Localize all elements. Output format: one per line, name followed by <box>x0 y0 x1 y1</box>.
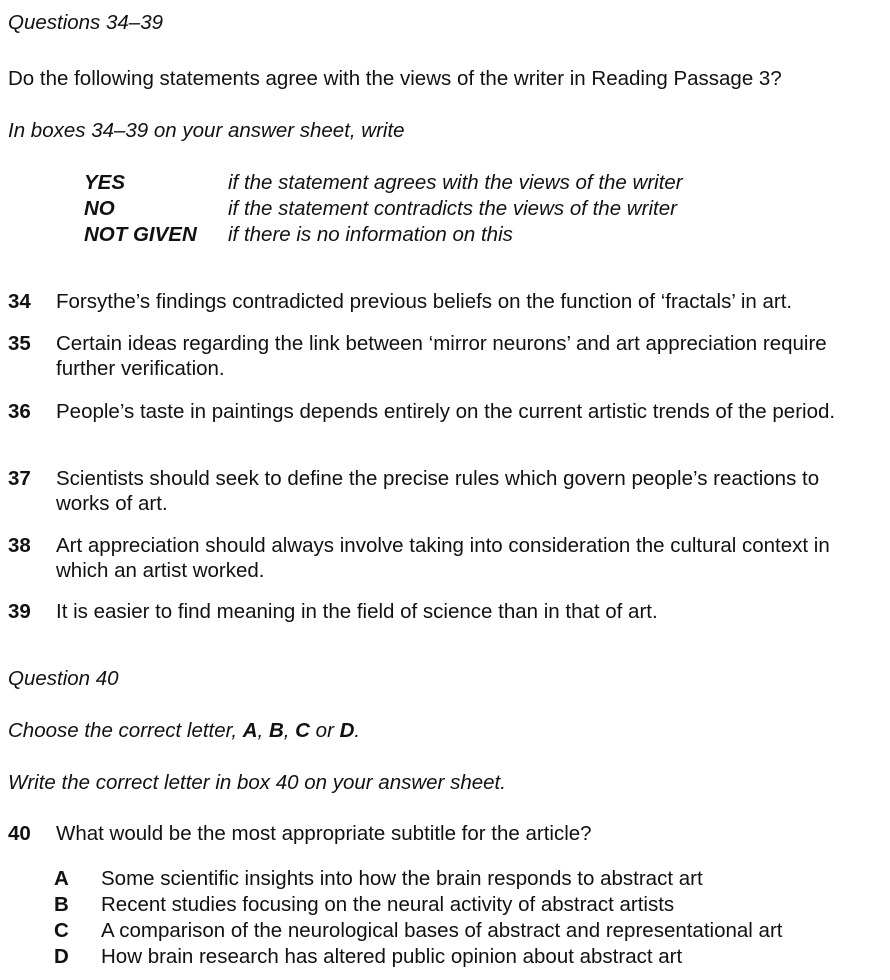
choose-letter-instruction <box>8 718 360 743</box>
section-heading-34-39: Questions 34–39 <box>8 11 164 34</box>
question-number: 34 <box>8 290 31 313</box>
option-b <box>54 892 674 917</box>
question-40 <box>8 821 878 846</box>
question-number: 39 <box>8 600 31 623</box>
option-text: A comparison of the neurological bases of abstract and representational art <box>101 919 783 942</box>
answer-sheet-instruction: In boxes 34–39 on your answer sheet, write <box>8 119 405 142</box>
instruction-text: , <box>257 719 269 742</box>
answer-box-instruction: Write the correct letter in box 40 on your answer sheet. <box>8 771 506 794</box>
instruction-letter: D <box>339 719 355 742</box>
option-c <box>54 918 782 943</box>
key-term: YES <box>84 171 126 194</box>
instruction-letter: B <box>268 719 284 742</box>
key-definition: if there is no information on this <box>228 223 513 246</box>
option-a <box>54 866 703 891</box>
question-37 <box>8 466 878 516</box>
key-row-yes <box>84 170 683 195</box>
question-text: Certain ideas regarding the link between ‘mirror neurons’ and art appreciation require further verification. <box>56 332 827 380</box>
key-row-no <box>84 196 677 221</box>
question-text: What would be the most appropriate subtitle for the article? <box>56 822 592 845</box>
key-definition: if the statement contradicts the views of the writer <box>228 197 677 220</box>
section-heading-40: Question 40 <box>8 667 119 690</box>
option-letter: D <box>54 945 69 968</box>
question-text: Art appreciation should always involve taking into consideration the cultural context in which an artist worked. <box>56 534 830 582</box>
option-text: How brain research has altered public opinion about abstract art <box>101 945 683 968</box>
instruction-letter: A <box>242 719 258 742</box>
question-number: 38 <box>8 534 31 557</box>
question-number: 37 <box>8 467 31 490</box>
question-number: 36 <box>8 400 31 423</box>
question-text: Scientists should seek to define the precise rules which govern people’s reactions to works of art. <box>56 467 820 515</box>
key-row-not-given <box>84 222 513 247</box>
option-text: Some scientific insights into how the brain responds to abstract art <box>101 867 703 890</box>
option-text: Recent studies focusing on the neural activity of abstract artists <box>101 893 675 916</box>
option-d <box>54 944 682 969</box>
option-letter: B <box>54 893 69 916</box>
question-text: People’s taste in paintings depends entirely on the current artistic trends of the period. <box>56 400 836 423</box>
question-38 <box>8 533 878 583</box>
question-39 <box>8 599 878 624</box>
question-number: 40 <box>8 822 31 845</box>
question-36 <box>8 399 878 424</box>
instruction-text: or <box>309 719 340 742</box>
option-letter: A <box>54 867 69 890</box>
question-35 <box>8 331 878 381</box>
question-text: Forsythe’s findings contradicted previous beliefs on the function of ‘fractals’ in art. <box>56 290 793 313</box>
key-definition: if the statement agrees with the views of the writer <box>228 171 683 194</box>
instruction-letter: C <box>295 719 310 742</box>
question-number: 35 <box>8 332 31 355</box>
section-instruction: Do the following statements agree with the views of the writer in Reading Passage 3? <box>8 67 782 90</box>
instruction-text: . <box>354 719 361 742</box>
option-letter: C <box>54 919 69 942</box>
key-term: NOT GIVEN <box>84 223 197 246</box>
question-text: It is easier to find meaning in the field of science than in that of art. <box>56 600 658 623</box>
instruction-text: , <box>283 719 296 742</box>
instruction-text: Choose the correct letter, <box>8 719 243 742</box>
question-34 <box>8 289 878 314</box>
key-term: NO <box>84 197 115 220</box>
